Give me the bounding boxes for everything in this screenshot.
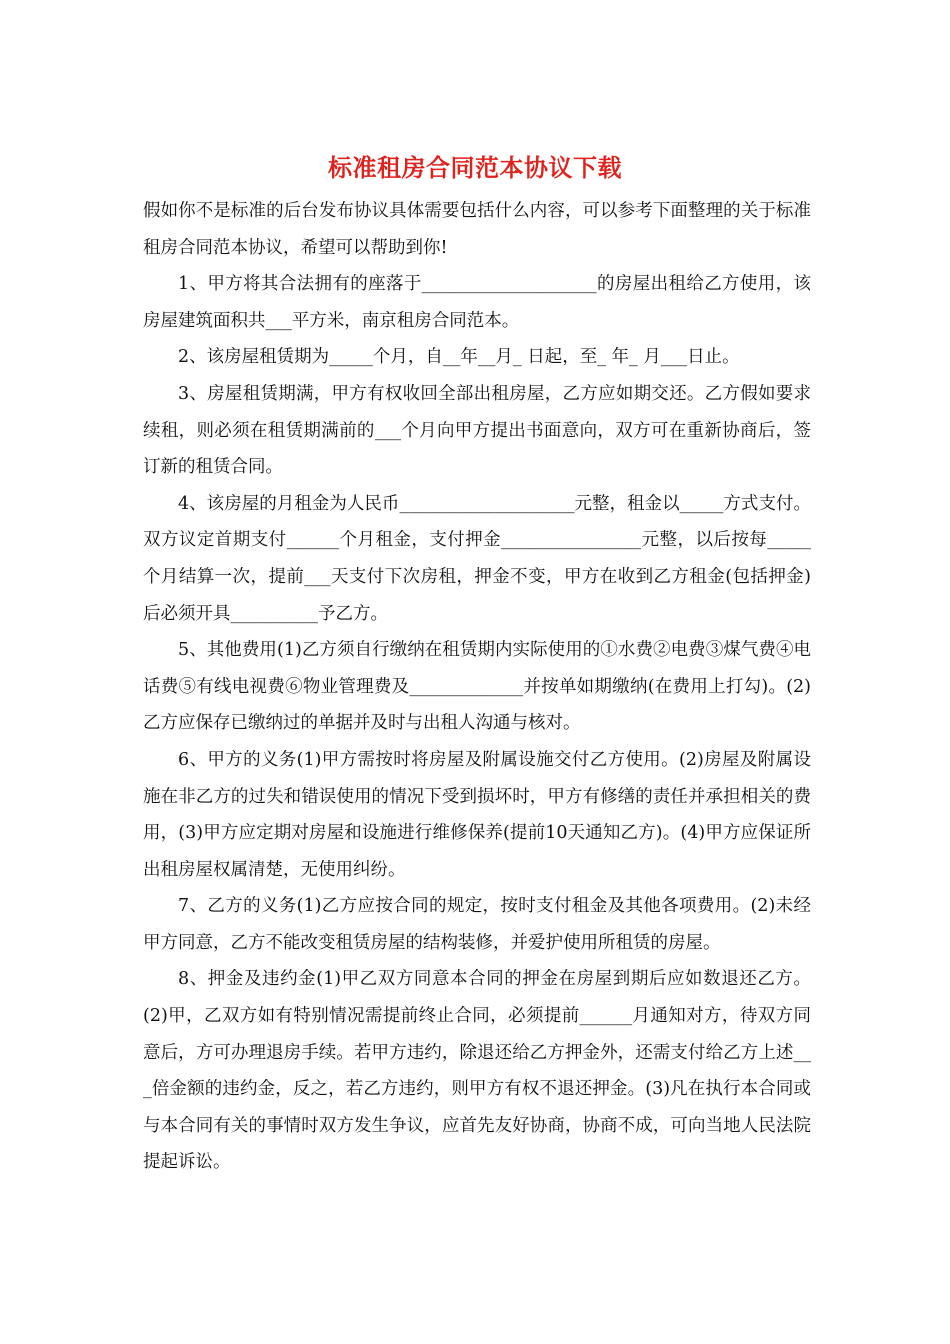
document-title: 标准租房合同范本协议下载 <box>328 153 622 182</box>
clause-6: 6、甲方的义务(1)甲方需按时将房屋及附属设施交付乙方使用。(2)房屋及附属设施在非乙方的过失和错误使用的情况下受到损坏时，甲方有修缮的责任并承担相关的费用，(3)甲方应定期对房屋和设施进行维修保养(提前10天通知乙方)。(4)甲方应保证所出租房屋权属清楚，无使用纠纷。 <box>143 749 811 880</box>
clause-2: 2、该房屋租赁期为_____个月，自__年__月_ 日起，至_ 年_ 月___日止。 <box>178 347 740 368</box>
clause-5: 5、其他费用(1)乙方须自行缴纳在租赁期内实际使用的①水费②电费③煤气费④电话费⑤有线电视费⑥物业管理费及_____________并按单如期缴纳(在费用上打勾)。(2)乙方应保存已缴纳过的单据并及时与出租人沟通与核对。 <box>143 640 811 734</box>
clause-4: 4、该房屋的月租金为人民币____________________元整，租金以_____方式支付。双方议定首期支付______个月租金，支付押金________________元整，以后按每_____个月结算一次，提前___天支付下次房租，押金不变，甲方在收到乙方租金(包括押金)后必须开具__________予乙方。 <box>143 493 811 624</box>
clause-3: 3、房屋租赁期满，甲方有权收回全部出租房屋，乙方应如期交还。乙方假如要求续租，则必须在租赁期满前的___个月向甲方提出书面意向，双方可在重新协商后，签订新的租赁合同。 <box>143 383 811 478</box>
document-body <box>143 193 811 1181</box>
clause-8: 8、押金及违约金(1)甲乙双方同意本合同的押金在房屋到期后应如数退还乙方。(2)甲，乙双方如有特别情况需提前终止合同，必须提前______月通知对方，待双方同意后，方可办理退房手续。若甲方违约，除退还给乙方押金外，还需支付给乙方上述___倍金额的违约金，反之，若乙方违约，则甲方有权不退还押金。(3)凡在执行本合同或与本合同有关的事情时双方发生争议，应首先友好协商，协商不成，可向当地人民法院提起诉讼。 <box>143 969 811 1173</box>
clause-1: 1、甲方将其合法拥有的座落于____________________的房屋出租给乙方使用，该房屋建筑面积共___平方米，南京租房合同范本。 <box>143 274 811 331</box>
intro-paragraph: 假如你不是标准的后台发布协议具体需要包括什么内容，可以参考下面整理的关于标准租房合同范本协议，希望可以帮助到你! <box>143 201 811 258</box>
clause-7: 7、乙方的义务(1)乙方应按合同的规定，按时支付租金及其他各项费用。(2)未经甲方同意，乙方不能改变租赁房屋的结构装修，并爱护使用所租赁的房屋。 <box>143 896 811 953</box>
